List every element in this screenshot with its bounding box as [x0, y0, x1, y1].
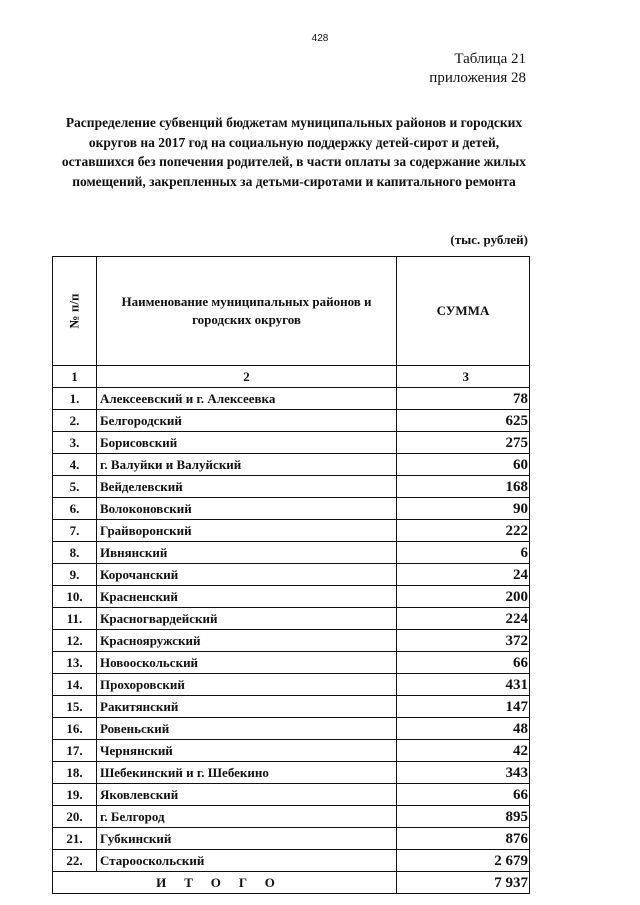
- row-number: 13.: [53, 652, 97, 674]
- district-name: г. Белгород: [97, 806, 397, 828]
- subvention-amount: 372: [397, 630, 530, 652]
- district-name: г. Валуйки и Валуйский: [97, 454, 397, 476]
- district-name: Старооскольский: [97, 850, 397, 872]
- subvention-amount: 200: [397, 586, 530, 608]
- row-number: 22.: [53, 850, 97, 872]
- subvention-amount: 90: [397, 498, 530, 520]
- subvention-amount: 895: [397, 806, 530, 828]
- district-name: Яковлевский: [97, 784, 397, 806]
- column-number: 2: [97, 366, 397, 388]
- district-name: Красногвардейский: [97, 608, 397, 630]
- subvention-amount: 147: [397, 696, 530, 718]
- row-number: 16.: [53, 718, 97, 740]
- table-row: [53, 454, 530, 476]
- table-row: [53, 696, 530, 718]
- row-number: 14.: [53, 674, 97, 696]
- table-row: [53, 740, 530, 762]
- appendix-number: приложения 28: [429, 70, 526, 86]
- row-number: 3.: [53, 432, 97, 454]
- subvention-amount: 60: [397, 454, 530, 476]
- row-number: 21.: [53, 828, 97, 850]
- table-row: [53, 850, 530, 872]
- row-number: 12.: [53, 630, 97, 652]
- row-number: 5.: [53, 476, 97, 498]
- subvention-amount: 78: [397, 388, 530, 410]
- district-name: Вейделевский: [97, 476, 397, 498]
- table-row: [53, 542, 530, 564]
- page-number: 428: [311, 33, 329, 44]
- table-row: [53, 388, 530, 410]
- total-row: [53, 872, 530, 894]
- row-number: 20.: [53, 806, 97, 828]
- row-number: 6.: [53, 498, 97, 520]
- table-row: [53, 784, 530, 806]
- table-row: [53, 520, 530, 542]
- row-number: 15.: [53, 696, 97, 718]
- table-row: [53, 586, 530, 608]
- row-number: 4.: [53, 454, 97, 476]
- table-row: [53, 652, 530, 674]
- district-name: Прохоровский: [97, 674, 397, 696]
- district-name: Белгородский: [97, 410, 397, 432]
- subvention-amount: 66: [397, 784, 530, 806]
- row-number: 17.: [53, 740, 97, 762]
- district-name: Корочанский: [97, 564, 397, 586]
- subvention-amount: 42: [397, 740, 530, 762]
- district-name: Волоконовский: [97, 498, 397, 520]
- row-number: 9.: [53, 564, 97, 586]
- column-number-row: [53, 366, 530, 388]
- subvention-amount: 625: [397, 410, 530, 432]
- row-number: 8.: [53, 542, 97, 564]
- subvention-amount: 24: [397, 564, 530, 586]
- header-sum: СУММА: [397, 257, 530, 366]
- subvention-amount: 224: [397, 608, 530, 630]
- district-name: Ракитянский: [97, 696, 397, 718]
- table-reference: [429, 50, 526, 88]
- total-amount: 7 937: [397, 872, 530, 894]
- column-number: 3: [397, 366, 530, 388]
- district-name: Губкинский: [97, 828, 397, 850]
- table-row: [53, 410, 530, 432]
- subvention-amount: 876: [397, 828, 530, 850]
- district-name: Шебекинский и г. Шебекино: [97, 762, 397, 784]
- subvention-amount: 48: [397, 718, 530, 740]
- row-number: 19.: [53, 784, 97, 806]
- table-row: [53, 564, 530, 586]
- district-name: Ивнянский: [97, 542, 397, 564]
- subvention-amount: 66: [397, 652, 530, 674]
- district-name: Чернянский: [97, 740, 397, 762]
- row-number: 7.: [53, 520, 97, 542]
- units-label: (тыс. рублей): [450, 232, 528, 247]
- row-number: 11.: [53, 608, 97, 630]
- document-title: Распределение субвенций бюджетам муниципальных районов и городских округов на 2017 год на социальную поддержку детей-сирот и детей, оставшихся без попечения родителей, в части оплаты за содержание жилых помещений, закрепленных за детьми-сиротами и капитального ремонта: [61, 115, 527, 189]
- table-row: [53, 762, 530, 784]
- table-row: [53, 806, 530, 828]
- district-name: Борисовский: [97, 432, 397, 454]
- subvention-amount: 275: [397, 432, 530, 454]
- table-row: [53, 432, 530, 454]
- total-label: ИТОГО: [53, 872, 397, 894]
- column-number: 1: [53, 366, 97, 388]
- subvention-amount: 168: [397, 476, 530, 498]
- subvention-amount: 2 679: [397, 850, 530, 872]
- row-number: 1.: [53, 388, 97, 410]
- district-name: Красненский: [97, 586, 397, 608]
- subvention-amount: 431: [397, 674, 530, 696]
- district-name: Алексеевский и г. Алексеевка: [97, 388, 397, 410]
- table-row: [53, 674, 530, 696]
- row-number: 2.: [53, 410, 97, 432]
- table-row: [53, 608, 530, 630]
- table-number: Таблица 21: [454, 51, 526, 67]
- district-name: Ровеньский: [97, 718, 397, 740]
- table-header-row: [53, 257, 530, 366]
- table-row: [53, 630, 530, 652]
- table-row: [53, 476, 530, 498]
- table-row: [53, 718, 530, 740]
- subvention-amount: 6: [397, 542, 530, 564]
- district-name: Краснояружский: [97, 630, 397, 652]
- district-name: Новооскольский: [97, 652, 397, 674]
- district-name: Грайворонский: [97, 520, 397, 542]
- header-name: Наименование муниципальных районов и городских округов: [97, 257, 397, 366]
- subvention-amount: 222: [397, 520, 530, 542]
- table-row: [53, 498, 530, 520]
- row-number: 10.: [53, 586, 97, 608]
- header-num: № п/п: [53, 257, 97, 366]
- subvention-amount: 343: [397, 762, 530, 784]
- table-row: [53, 828, 530, 850]
- row-number: 18.: [53, 762, 97, 784]
- subvention-table: [52, 256, 530, 894]
